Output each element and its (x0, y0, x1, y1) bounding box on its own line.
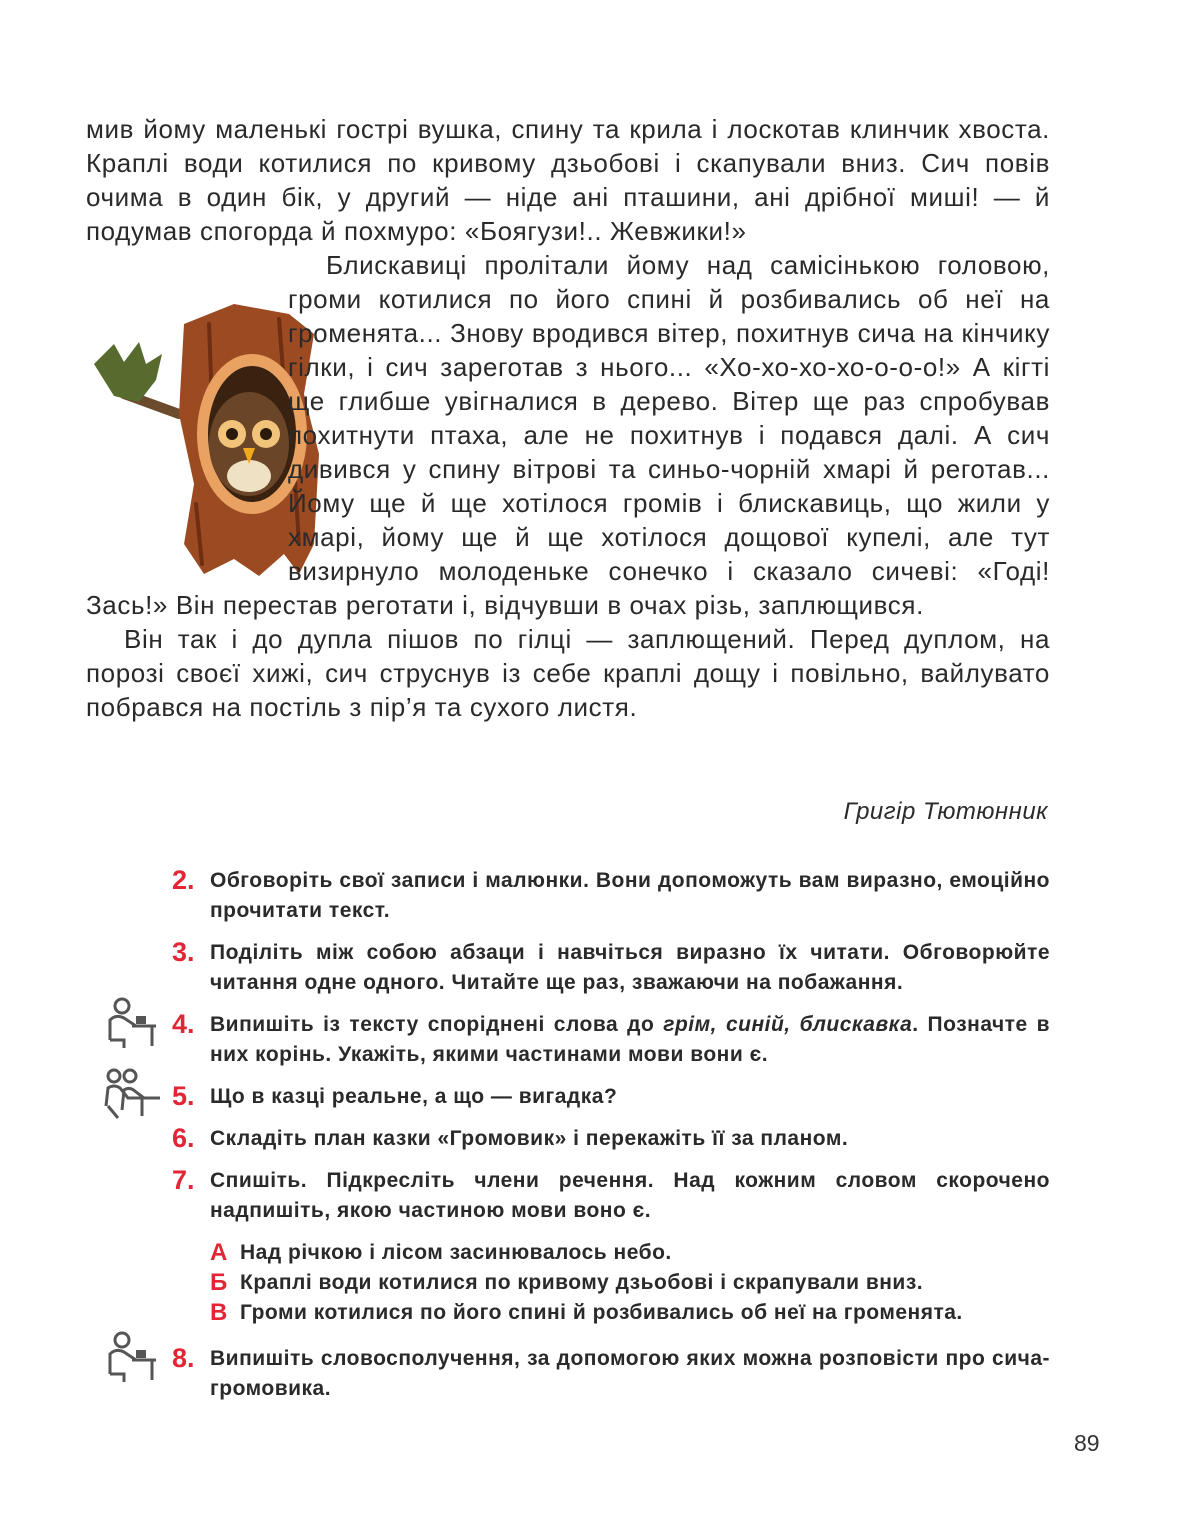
task-number: 8 . (172, 1343, 195, 1373)
variant-b (210, 1268, 1050, 1298)
task-text-part: . Позначте в них корінь. Укажіть, якими частинами мови вони є. (210, 1013, 1051, 1066)
variant-letter: В (210, 1299, 228, 1326)
task-text: Складіть план казки «Громовик» і перекажіть її за планом. (210, 1127, 849, 1150)
story-paragraph-1: мив йому маленькі гострі вушка, спину та крила і лоскотав клинчик хвоста. Краплі води котилися по кривому дзьобові і скапували вниз. Сич повів очима в один бік, у другий — ніде ані пташини, ані дрібної миші! — й подумав спогорда й похмуро: «Боягузи!.. Жевжики!» (86, 114, 1050, 246)
two-students-icon (102, 1066, 162, 1120)
task-text: Обговоріть свої записи і малюнки. Вони допоможуть вам виразно, емоційно прочитати текст. (210, 869, 1050, 922)
task-text-part: Випишіть із тексту споріднені слова до (210, 1013, 664, 1036)
variant-text: Громи котилися по його спині й розбивались об неї на громенята. (240, 1301, 963, 1324)
task-number: 4 . (172, 1009, 195, 1039)
story-text (86, 112, 1050, 724)
task-8 (172, 1344, 1050, 1404)
story-paragraph-3: Він так і до дупла пішов по гілці — заплющений. Перед дуплом, на порозі своєї хижі, сич струснув із себе краплі дощу і повільно, вайлувато побрався на постіль з пір’я та сухого листя. (86, 624, 1050, 722)
task-2 (172, 866, 1050, 926)
student-at-desk-icon (102, 1330, 162, 1384)
variant-text: Над річкою і лісом засинювалось небо. (240, 1241, 672, 1264)
task-text: Випишіть словосполучення, за допомогою яких можна розповісти про сича-громовика. (210, 1347, 1050, 1400)
task-7-variants (172, 1238, 1050, 1328)
task-italic-words: грім, синій, блискавка (663, 1013, 913, 1036)
variant-v (210, 1298, 1050, 1328)
author-name: Григір Тютюнник (843, 798, 1048, 825)
task-number: 6 . (172, 1123, 195, 1153)
task-6 (172, 1124, 1050, 1154)
story-paragraph-2 (86, 248, 1050, 622)
task-number: 3 . (172, 937, 195, 967)
variant-letter: А (210, 1239, 228, 1266)
task-text: Спишіть. Підкресліть члени речення. Над кожним словом скорочено надпишіть, якою частиною мови воно є. (210, 1169, 1050, 1222)
task-list (172, 866, 1050, 1416)
task-text: Поділіть між собою абзаци і навчіться виразно їх читати. Обговорюйте читання одне одного. Читайте ще раз, зважаючи на побажання. (210, 941, 1050, 994)
variant-text: Краплі води котилися по кривому дзьобові і скрапували вниз. (240, 1271, 924, 1294)
story-paragraph-2-text: Блискавиці пролітали йому над самісінькою головою, громи котилися по його спині й розбивались об неї на громенята... Знову вродився вітер, похитнув сича на кінчику гілки, і сич зареготав з нього... «Хо-хо-хо-хо-о-о-о!» А кігті ще глибше увігналися в дерево. Вітер ще раз спробував похитнути птаха, але не похитнув і подався далі. А сич дивився у спину вітрові та синьо-чорній хмарі й реготав... Йому ще й ще хотілося громів і блискавиць, що жили у хмарі, йому ще й ще хотілося дощової купелі, але тут визирнуло молоденьке сонечко і сказало сичеві: «Годі! Зась!» Він перестав реготати і, відчувши в очах різь, заплющився. (86, 250, 1050, 620)
task-number: 5 . (172, 1081, 195, 1111)
student-at-desk-icon (102, 996, 162, 1050)
task-3 (172, 938, 1050, 998)
variant-letter: Б (210, 1269, 228, 1296)
task-text: Що в казці реальне, а що — вигадка? (210, 1085, 618, 1108)
task-text (210, 1010, 1050, 1070)
task-7 (172, 1166, 1050, 1226)
task-5 (172, 1082, 1050, 1112)
variant-a (210, 1238, 1050, 1268)
task-4 (172, 1010, 1050, 1070)
page-number: 89 (1074, 1430, 1100, 1456)
owl-illustration (46, 284, 282, 584)
task-number: 7 . (172, 1165, 195, 1195)
task-number: 2 . (172, 865, 195, 895)
